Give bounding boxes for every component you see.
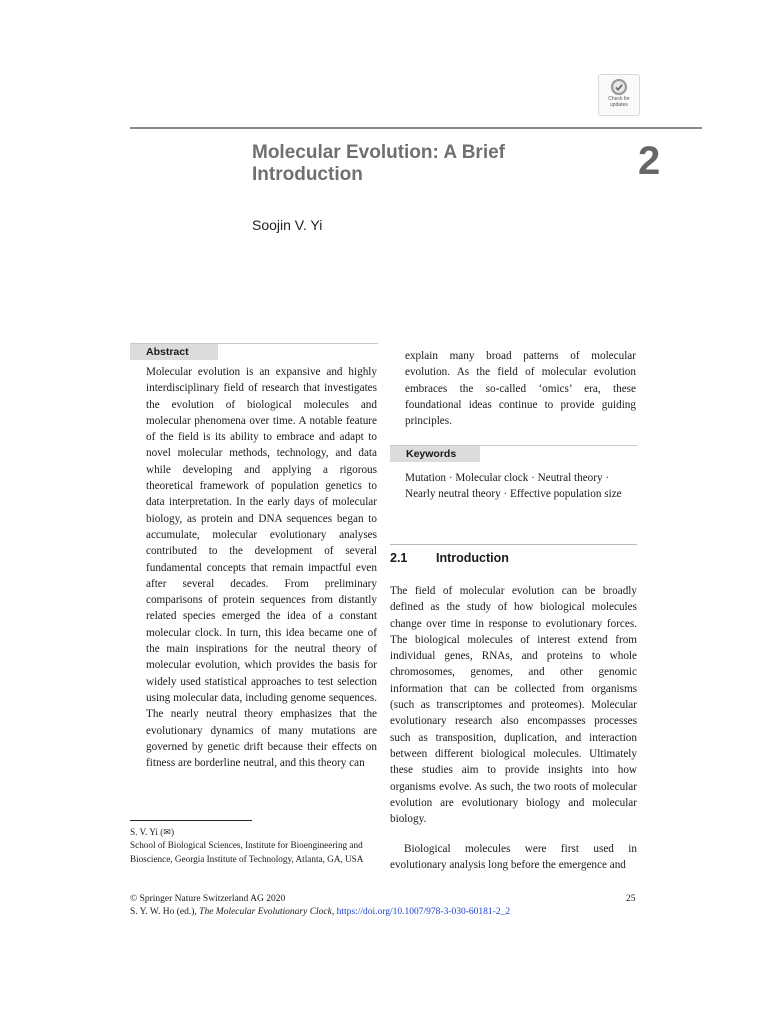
citation-separator: , [331,907,337,917]
footnote-affiliation: School of Biological Sciences, Institute for Bioengineering and Bioscience, Georgia Institute of Technology, Atlanta, GA, USA [130,840,364,864]
intro-paragraph-1: The field of molecular evolution can be broadly defined as the study of how biological molecules change over time in response to evolutionary forces. The biological molecules of interest extend from individual genes, RNAs, and proteins to whole chromosomes, genomes, and other genomic information that can be collected from organisms (such as transcriptomes and proteomes). Molecular evolutionary research also encompasses processes such as transposition, duplication, and interaction between different biological molecules. Ultimately these studies aim to provide insights into how organisms evolve. As such, the two roots of molecular evolution are evolutionary biology and molecular biology. [390,585,637,826]
section-number: 2.1 [390,551,408,565]
check-for-updates-label: Check for updates [608,96,630,108]
section-heading [390,550,509,566]
header-rule [130,127,702,129]
footnote-rule [130,820,252,821]
section-rule [390,544,637,545]
author-name: Soojin V. Yi [252,217,323,233]
intro-paragraph-2: Biological molecules were first used in evolutionary analysis long before the emergence and [390,843,637,872]
keywords-header [390,445,637,462]
keywords-text: Mutation · Molecular clock · Neutral theory · Nearly neutral theory · Effective population size [405,472,622,501]
chapter-title: Molecular Evolution: A Brief Introduction [252,142,506,185]
abstract-header [130,343,378,360]
footnote-author: S. V. Yi (✉) [130,827,175,837]
abstract-text: Molecular evolution is an expansive and highly interdisciplinary field of research that investigates the evolution of biological molecules and molecular phenomena over time. A notable feature of the field is its ability to embrace and adapt to novel molecular methods, technology, and data while developing and applying a rigorous theoretical framework of population genetics to data interpretation. In the early days of molecular biology, as protein and DNA sequences began to accumulate, molecular evolutionary analyses contributed to the development of several fundamental concepts that remain impactful even after several decades. From preliminary comparisons of protein sequences from distantly related species emerged the idea of a constant molecular clock. In turn, this idea became one of the main inspirations for the neutral theory of molecular evolution, which provides the basis for widely used statistical approaches to test selection using molecular data, including genome sequences. The nearly neutral theory emphasizes that the evolutionary dynamics of many mutations are governed by genetic drift because their effects on fitness are borderline neutral, and this theory can [146,366,377,770]
book-title: The Molecular Evolutionary Clock [199,907,332,917]
check-for-updates-icon [610,78,628,96]
abstract-continuation: explain many broad patterns of molecular evolution. As the field of molecular evolution embraces the so-called ‘omics’ era, these foundational ideas continue to provide guiding principles. [405,350,636,428]
page-number: 25 [626,894,636,904]
chapter-number: 2 [638,139,661,183]
doi-link[interactable]: https://doi.org/10.1007/978-3-030-60181-2_2 [336,907,511,917]
check-for-updates-badge[interactable] [598,74,640,116]
abstract-label: Abstract [130,344,218,360]
citation [130,906,510,919]
copyright: © Springer Nature Switzerland AG 2020 [130,894,286,904]
section-title: Introduction [436,551,509,565]
citation-prefix: S. Y. W. Ho (ed.), [130,907,200,917]
keywords-label: Keywords [390,446,480,462]
author-footnote [130,826,375,866]
